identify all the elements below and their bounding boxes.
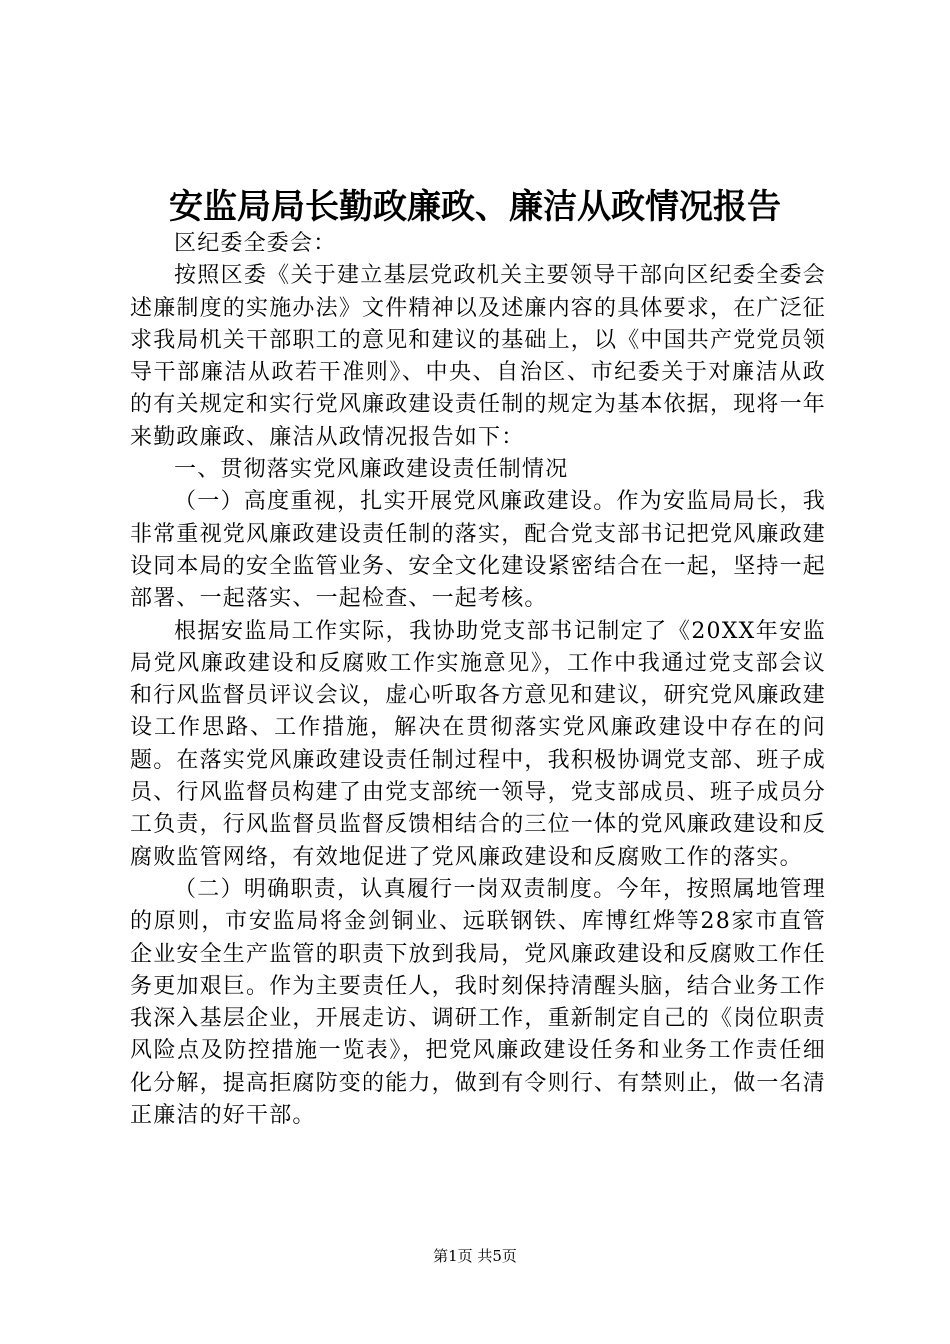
document-body xyxy=(130,228,826,1132)
page-footer: 第1页 共5页 xyxy=(433,1247,517,1265)
body-paragraph: （一）高度重视，扎实开展党风廉政建设。作为安监局局长，我非常重视党风廉政建设责任制的落实，配合党支部书记把党风廉政建设同本局的安全监管业务、安全文化建设紧密结合在一起，坚持一起部署、一起落实、一起检查、一起考核。 xyxy=(130,489,827,612)
body-paragraph: （二）明确职责，认真履行一岗双责制度。今年，按照属地管理的原则，市安监局将金剑铜业、远联钢铁、库博红烨等28家市直管企业安全生产监管的职责下放到我局，党风廉政建设和反腐败工作任务更加艰巨。作为主要责任人，我时刻保持清醒头脑，结合业务工作我深入基层企业，开展走访、调研工作，重新制定自己的《岗位职责风险点及防控措施一览表》，把党风廉政建设任务和业务工作责任细化分解，提高拒腐防变的能力，做到有令则行、有禁则止，做一名清正廉洁的好干部。 xyxy=(130,876,827,1129)
body-paragraph: 按照区委《关于建立基层党政机关主要领导干部向区纪委全委会述廉制度的实施办法》文件精神以及述廉内容的具体要求，在广泛征求我局机关干部职工的意见和建议的基础上，以《中国共产党党员领导干部廉洁从政若干准则》、中央、自治区、市纪委关于对廉洁从政的有关规定和实行党风廉政建设责任制的规定为基本依据，现将一年来勤政廉政、廉洁从政情况报告如下： xyxy=(130,263,827,450)
section-heading: 一、贯彻落实党风廉政建设责任制情况 xyxy=(174,457,569,483)
document-title: 安监局局长勤政廉政、廉洁从政情况报告 xyxy=(169,187,781,227)
salutation: 区纪委全委会： xyxy=(174,231,337,256)
body-paragraph: 根据安监局工作实际，我协助党支部书记制定了《20XX年安监局党风廉政建设和反腐败工作实施意见》，工作中我通过党支部会议和行风监督员评议会议，虚心听取各方意见和建议，研究党风廉政建设工作思路、工作措施，解决在贯彻落实党风廉政建设中存在的问题。在落实党风廉政建设责任制过程中，我积极协调党支部、班子成员、行风监督员构建了由党支部统一领导，党支部成员、班子成员分工负责，行风监督员监督反馈相结合的三位一体的党风廉政建设和反腐败监管网络，有效地促进了党风廉政建设和反腐败工作的落实。 xyxy=(130,618,827,870)
